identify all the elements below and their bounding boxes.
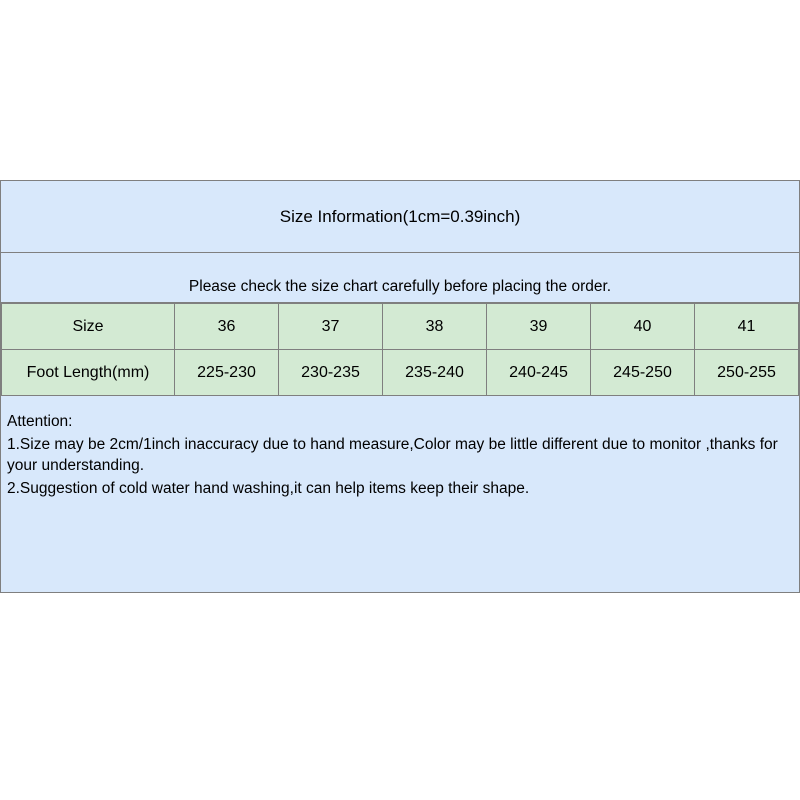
size-cell-40: 40 (591, 304, 695, 350)
attention-heading: Attention: (7, 413, 73, 430)
size-cell-38: 38 (383, 304, 487, 350)
foot-length-cell-37: 230-235 (279, 350, 383, 396)
size-cell-36: 36 (175, 304, 279, 350)
foot-length-cell-41: 250-255 (695, 350, 799, 396)
chart-title-row (1, 181, 799, 253)
foot-length-cell-36: 225-230 (175, 350, 279, 396)
row-header-size: Size (2, 304, 175, 350)
size-cell-39: 39 (487, 304, 591, 350)
attention-notes (1, 396, 799, 592)
foot-length-cell-39: 240-245 (487, 350, 591, 396)
foot-length-cell-38: 235-240 (383, 350, 487, 396)
row-header-foot-length: Foot Length(mm) (2, 350, 175, 396)
size-cell-37: 37 (279, 304, 383, 350)
size-chart-panel (0, 180, 800, 593)
chart-subtitle-row (1, 253, 799, 303)
foot-length-cell-40: 245-250 (591, 350, 695, 396)
attention-note-1: 1.Size may be 2cm/1inch inaccuracy due to hand measure,Color may be little different due to monitor ,thanks for your understanding. (7, 435, 778, 474)
table-row (2, 350, 799, 396)
size-cell-41: 41 (695, 304, 799, 350)
table-row (2, 304, 799, 350)
chart-subtitle: Please check the size chart carefully before placing the order. (188, 278, 612, 295)
size-table (1, 303, 799, 396)
attention-note-2: 2.Suggestion of cold water hand washing,it can help items keep their shape. (7, 479, 530, 497)
chart-title: Size Information(1cm=0.39inch) (279, 206, 521, 226)
